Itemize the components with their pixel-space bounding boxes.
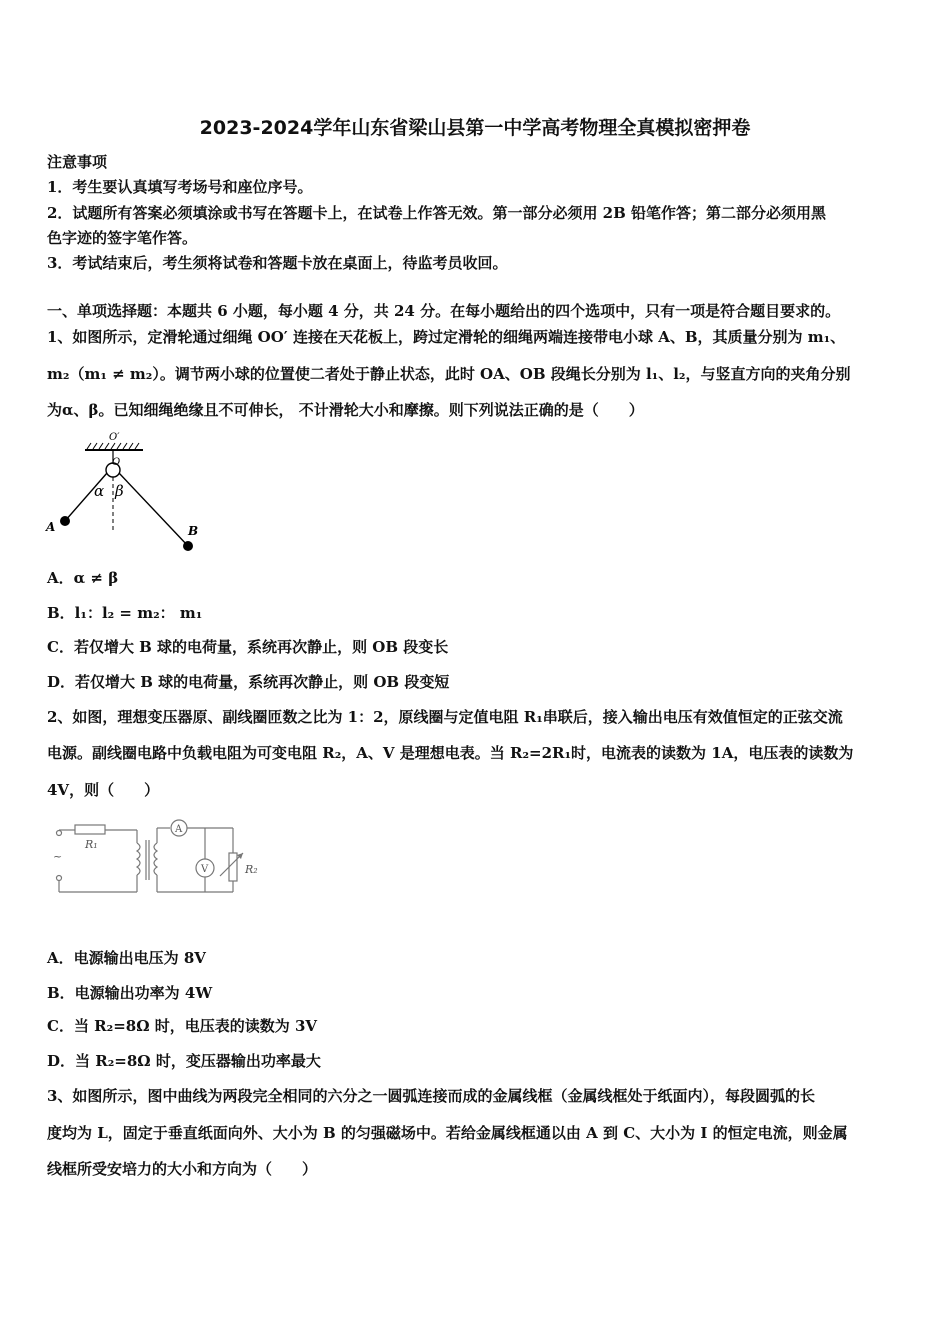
q1-option-c: C．若仅增大 B 球的电荷量，系统再次静止，则 OB 段变长 bbox=[47, 638, 449, 656]
label-r2: R₂ bbox=[245, 863, 258, 876]
label-beta: β bbox=[115, 482, 124, 500]
q3-stem-line1: 3、如图所示，图中曲线为两段完全相同的六分之一圆弧连接而成的金属线框（金属线框处于纸面内），每段圆弧的长 bbox=[47, 1087, 815, 1105]
notice-item-3: 3．考试结束后，考生须将试卷和答题卡放在桌面上，待监考员收回。 bbox=[47, 254, 508, 272]
label-o: O bbox=[112, 457, 121, 468]
q1-stem-line1: 1、如图所示，定滑轮通过细绳 OO′ 连接在天花板上，跨过定滑轮的细绳两端连接带电小球 A、B，其质量分别为 m₁、 bbox=[47, 328, 846, 346]
voltmeter-label: V bbox=[201, 864, 209, 875]
q2-option-b: B．电源输出功率为 4W bbox=[47, 984, 213, 1002]
notice-heading: 注意事项 bbox=[47, 153, 108, 171]
page-title: 2023-2024学年山东省梁山县第一中学高考物理全真模拟密押卷 bbox=[199, 117, 751, 139]
label-alpha: α bbox=[94, 482, 105, 500]
q2-option-d: D．当 R₂=8Ω 时，变压器输出功率最大 bbox=[47, 1052, 321, 1070]
notice-item-2: 2．试题所有答案必须填涂或书写在答题卡上，在试卷上作答无效。第一部分必须用 2B 铅笔作答；第二部分必须用黑 bbox=[47, 204, 827, 222]
label-o-prime: O′ bbox=[109, 432, 120, 443]
q2-stem-line3: 4V，则（ ） bbox=[47, 781, 160, 799]
ball-b bbox=[183, 541, 193, 551]
q2-option-c: C．当 R₂=8Ω 时，电压表的读数为 3V bbox=[47, 1017, 318, 1035]
label-source: ~ bbox=[53, 850, 63, 863]
q1-pulley-figure bbox=[40, 428, 220, 558]
notice-item-1: 1．考生要认真填写考场号和座位序号。 bbox=[47, 178, 313, 196]
q2-option-a: A．电源输出电压为 8V bbox=[47, 949, 206, 967]
q1-option-d: D．若仅增大 B 球的电荷量，系统再次静止，则 OB 段变短 bbox=[47, 673, 450, 691]
section-heading: 一、单项选择题：本题共 6 小题，每小题 4 分，共 24 分。在每小题给出的四个选项中，只有一项是符合题目要求的。 bbox=[47, 302, 841, 320]
q3-stem-line3: 线框所受安培力的大小和方向为（ ） bbox=[47, 1160, 318, 1178]
label-r1: R₁ bbox=[85, 838, 98, 851]
q1-option-b: B．l₁：l₂ = m₂： m₁ bbox=[47, 604, 203, 622]
q2-circuit-figure bbox=[45, 818, 275, 900]
notice-item-2-cont: 色字迹的签字笔作答。 bbox=[47, 229, 198, 247]
q2-stem-line1: 2、如图，理想变压器原、副线圈匝数之比为 1：2，原线圈与定值电阻 R₁串联后，接入输出电压有效值恒定的正弦交流 bbox=[47, 708, 843, 726]
q1-stem-line3: 为α、β。已知细绳绝缘且不可伸长， 不计滑轮大小和摩擦。则下列说法正确的是（ ） bbox=[47, 401, 644, 419]
q3-stem-line2: 度均为 L，固定于垂直纸面向外、大小为 B 的匀强磁场中。若给金属线框通以由 A 到 C、大小为 I 的恒定电流，则金属 bbox=[47, 1124, 848, 1142]
ball-a bbox=[60, 516, 70, 526]
label-a: A bbox=[46, 520, 56, 534]
label-b: B bbox=[188, 524, 199, 538]
q2-stem-line2: 电源。副线圈电路中负载电阻为可变电阻 R₂，A、V 是理想电表。当 R₂=2R₁时，电流表的读数为 1A，电压表的读数为 bbox=[47, 744, 854, 762]
ammeter-label: A bbox=[175, 824, 183, 835]
q1-option-a: A．α ≠ β bbox=[47, 569, 119, 587]
q1-stem-line2: m₂（m₁ ≠ m₂）。调节两小球的位置使二者处于静止状态，此时 OA、OB 段绳长分别为 l₁、l₂，与竖直方向的夹角分别 bbox=[47, 365, 851, 383]
